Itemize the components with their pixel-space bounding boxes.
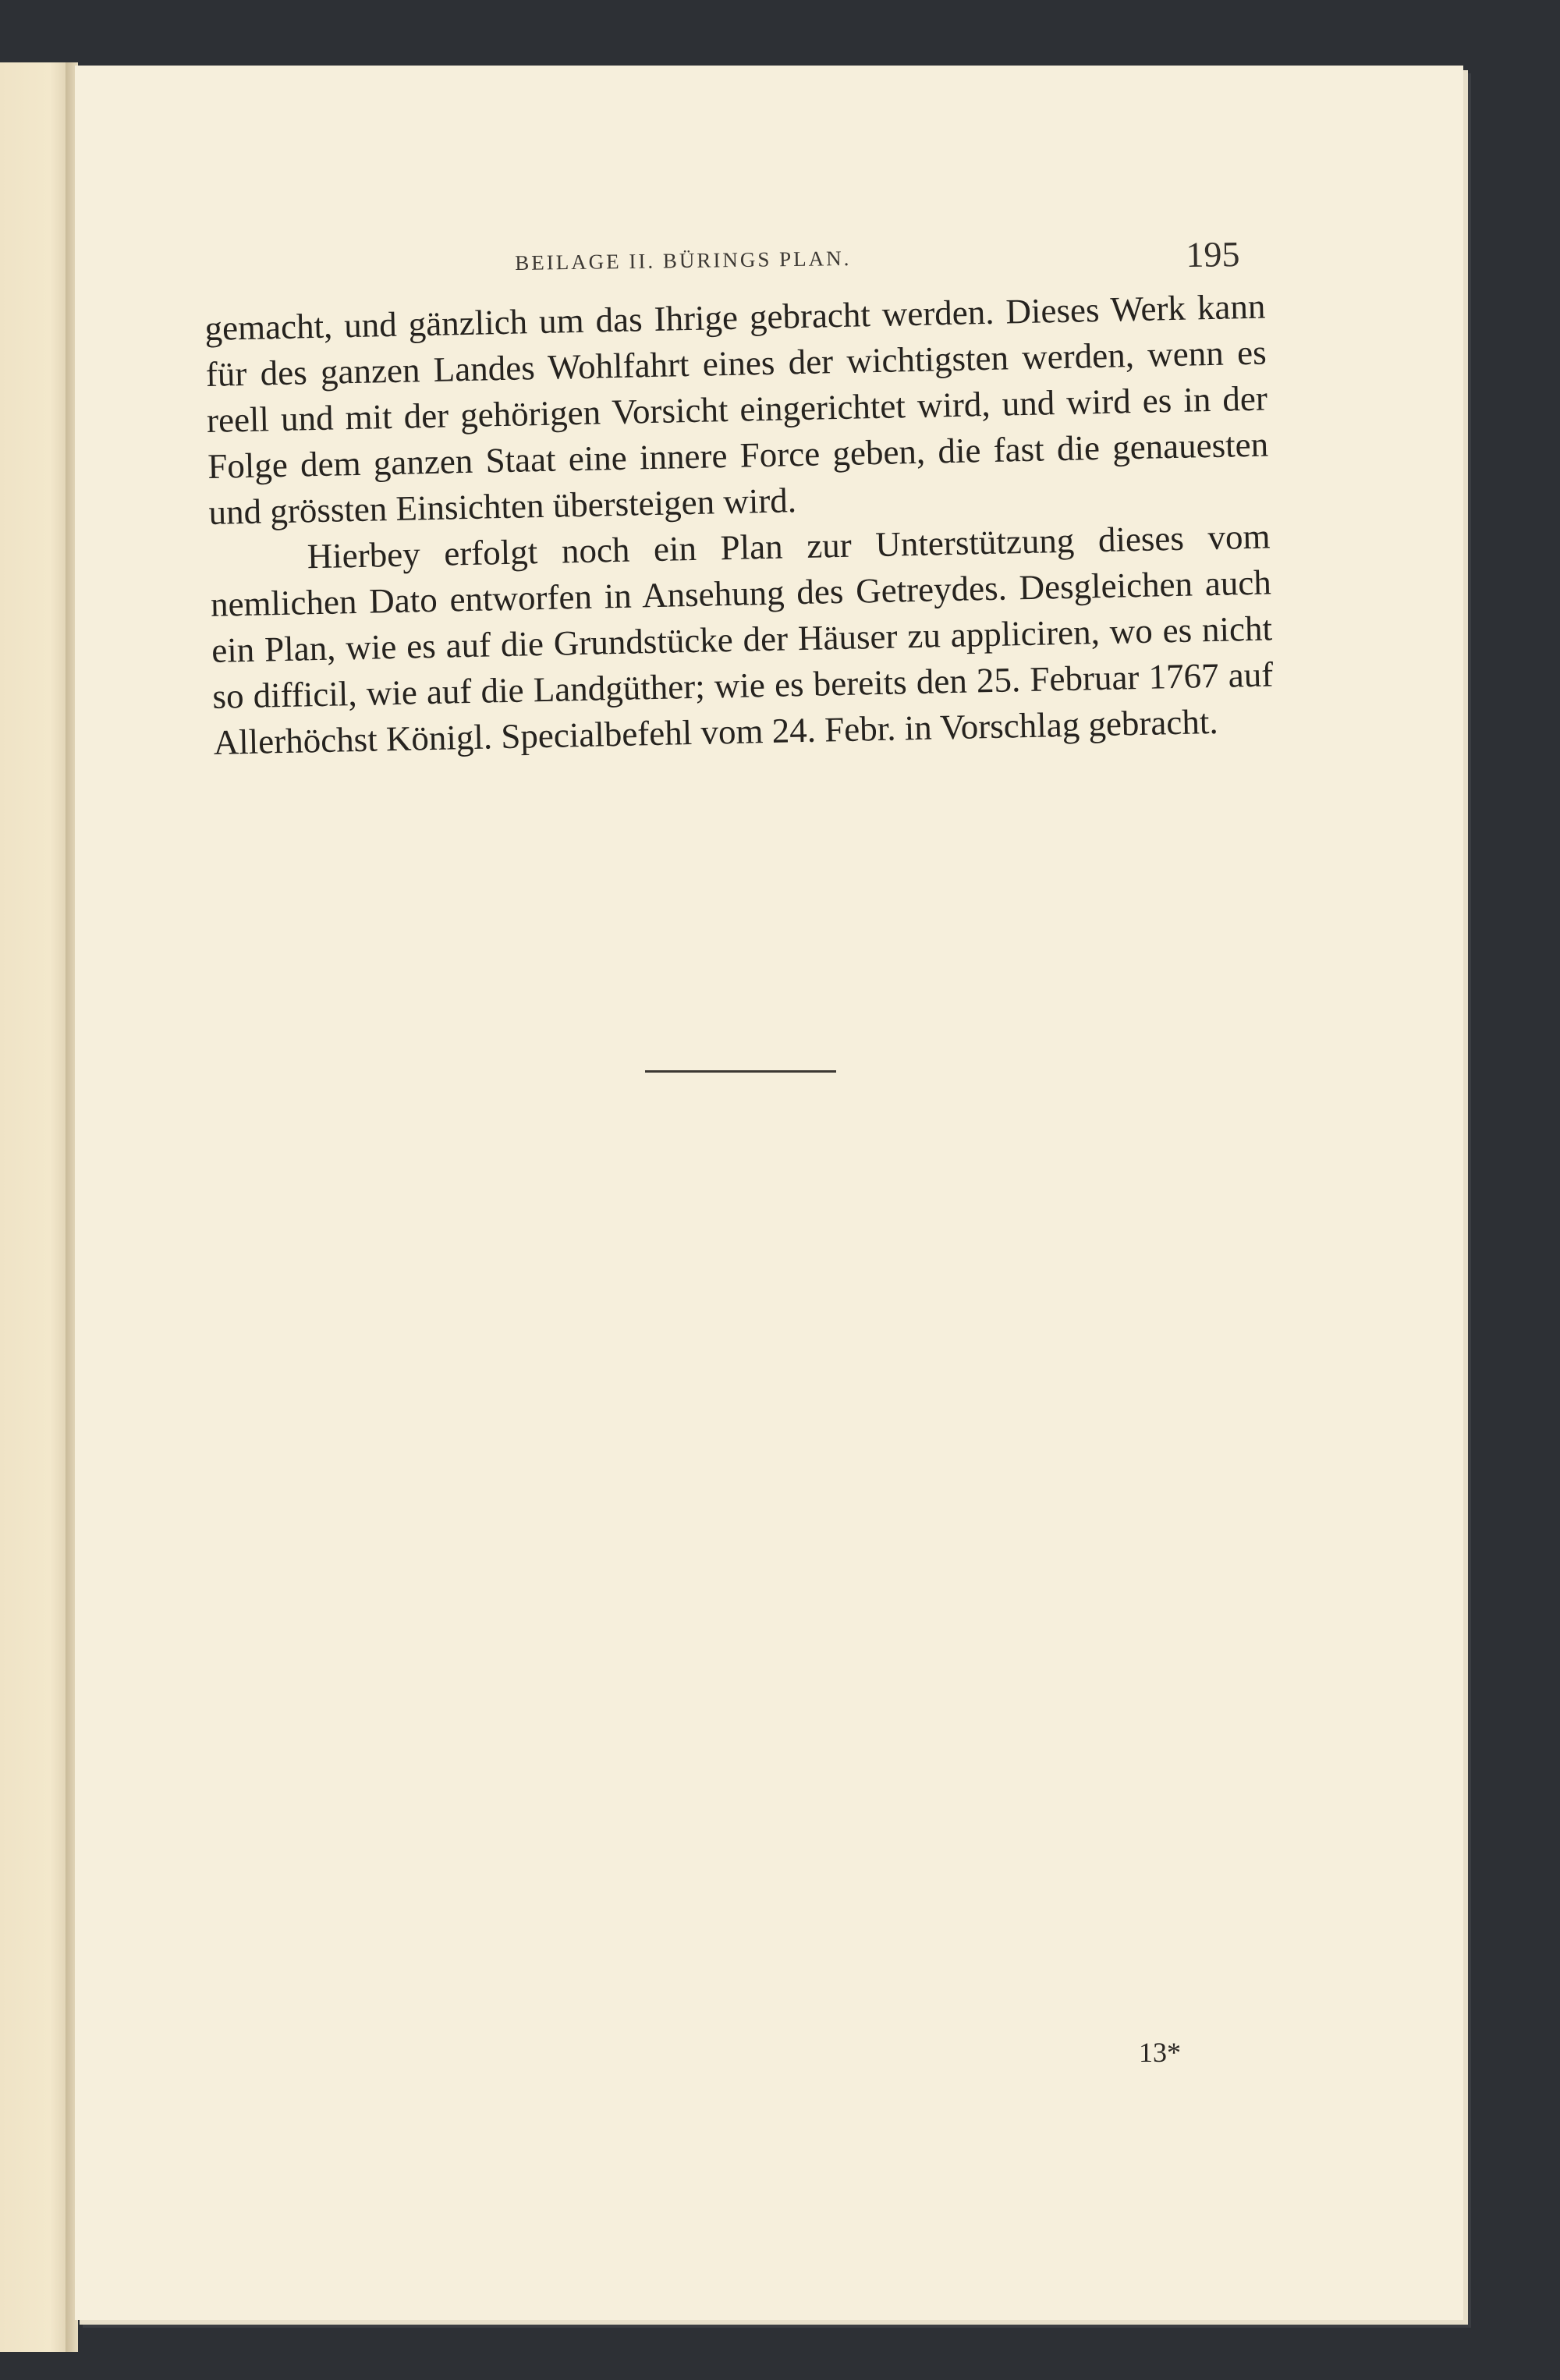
previous-page-edge (0, 62, 72, 2352)
running-head: BEILAGE II. BÜRINGS PLAN. (515, 246, 852, 275)
body-text (204, 284, 1275, 766)
paragraph-1: gemacht, und gänzlich um das Ihrige gebracht werden. Dieses Werk kann für des ganzen Landes Wohlfahrt eines der wichtigsten werden, wenn es reell und mit der gehörigen Vorsicht eingerichtet wird, und wird es in der Folge dem ganzen Staat eine innere Force geben, die fast die genauesten und grössten Einsichten übersteigen wird. (204, 286, 1269, 532)
paragraph-2: Hierbey erfolgt noch ein Plan zur Unterstützung dieses vom nemlichen Dato entworfen in Ansehung des Getreydes. Desgleichen auch ein Plan, wie es auf die Grundstücke der Häuser zu appliciren, wo es nicht so difficil, wie auf die Landgüther; wie es bereits den 25. Februar 1767 auf Allerhöchst Königl. Specialbefehl vom 24. Febr. in Vorschlag gebracht. (210, 516, 1274, 762)
section-end-rule (645, 1070, 836, 1073)
signature-mark: 13* (1139, 2037, 1181, 2068)
page-number: 195 (1186, 234, 1240, 275)
